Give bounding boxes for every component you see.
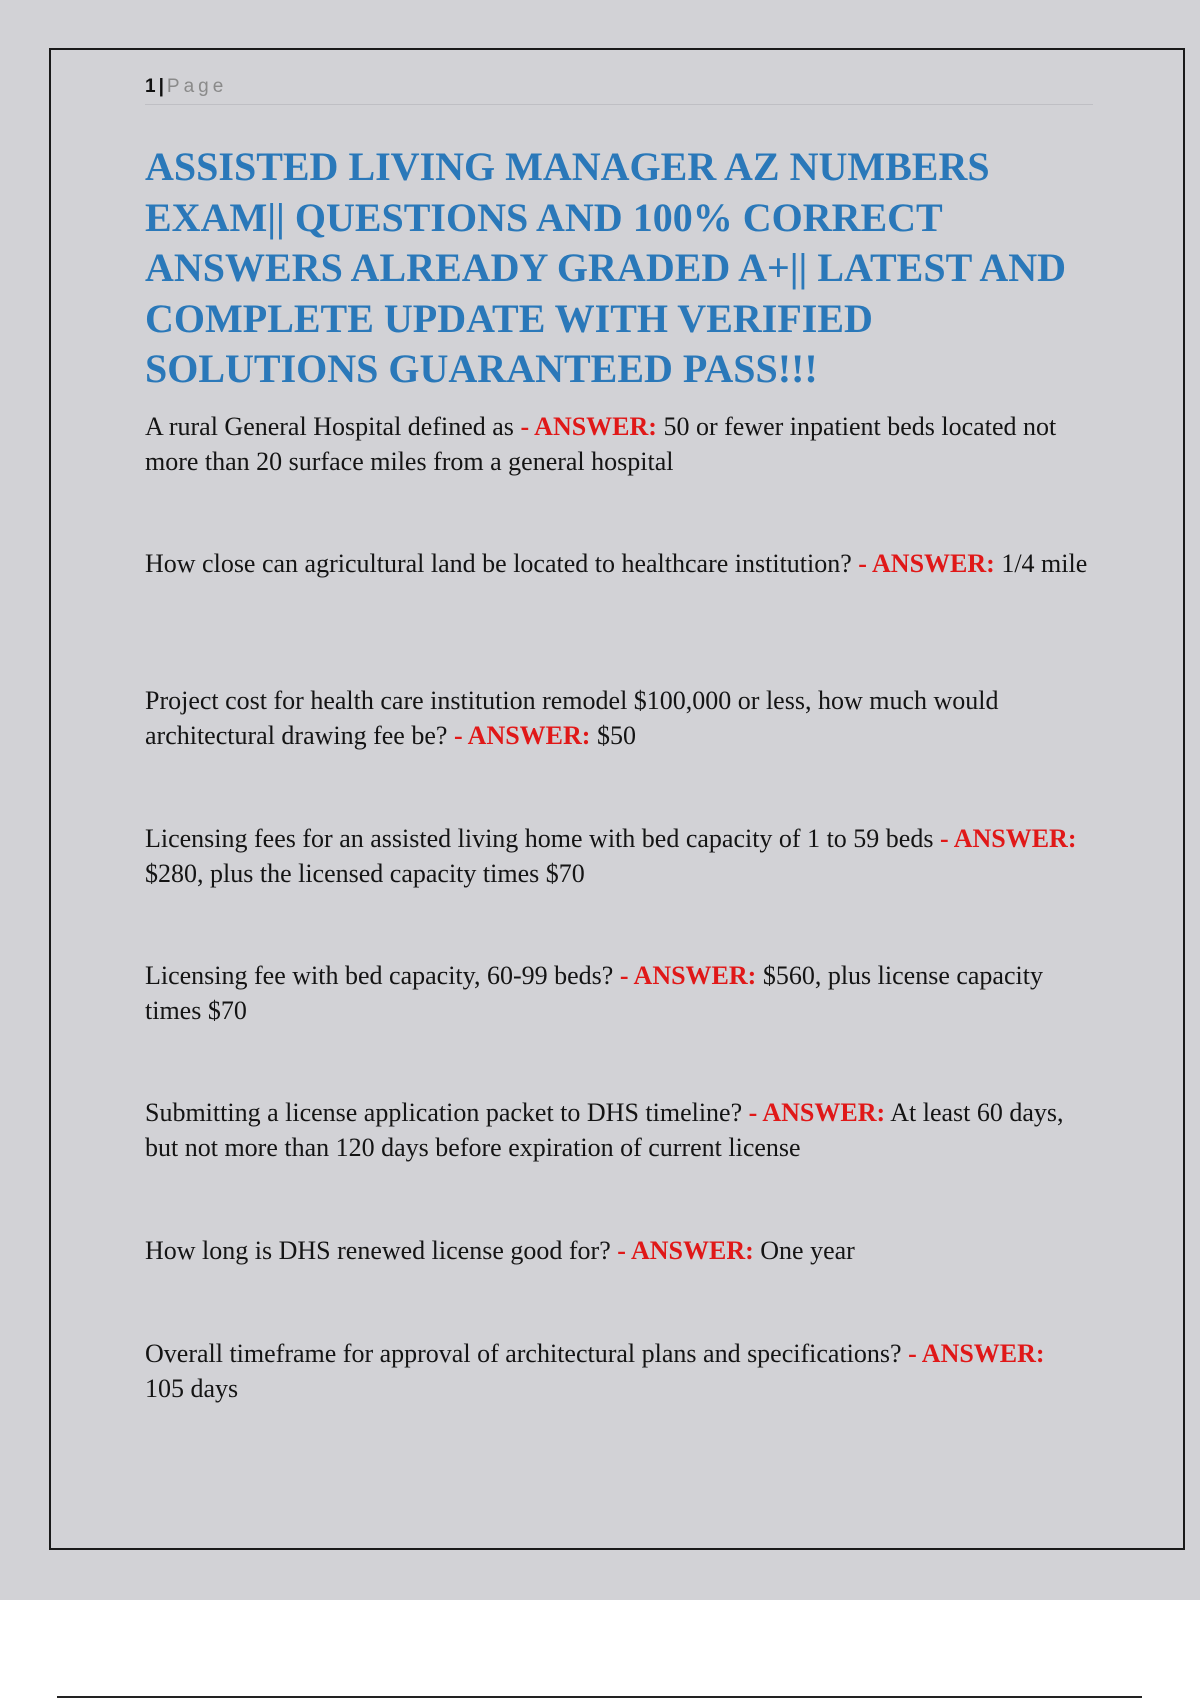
qa-item-5	[145, 959, 1090, 1028]
answer-text: 105 days	[145, 1373, 239, 1403]
answer-marker: - ANSWER:	[617, 1236, 754, 1265]
answer-text: 1/4 mile	[1001, 549, 1088, 578]
question-text: How close can agricultural land be located to healthcare institution?	[145, 549, 852, 578]
qa-item-3	[145, 684, 1090, 753]
answer-text: 50 or fewer inpatient beds located not more than 20 surface miles from a general hospital	[145, 412, 1057, 476]
answer-marker: - ANSWER:	[908, 1339, 1045, 1368]
answer-marker: - ANSWER:	[939, 824, 1077, 853]
answer-marker: - ANSWER:	[619, 961, 757, 990]
qa-item-6	[145, 1096, 1090, 1165]
answer-marker: - ANSWER:	[858, 549, 995, 578]
answer-text: $280, plus the licensed capacity times $70	[145, 858, 585, 888]
qa-item-7	[145, 1234, 1090, 1269]
question-text: Project cost for health care institution remodel $100,000 or less, how much would architectural drawing fee be?	[145, 686, 999, 750]
page-number: 1	[145, 76, 156, 97]
next-page-divider	[57, 1696, 1142, 1698]
answer-text: One year	[760, 1236, 855, 1265]
answer-text: $560, plus license capacity times $70	[145, 961, 1043, 1025]
page-label: Page	[166, 76, 228, 97]
document-title: ASSISTED LIVING MANAGER AZ NUMBERS EXAM|| QUESTIONS AND 100% CORRECT ANSWERS ALREADY GRADED A+|| LATEST AND COMPLETE UPDATE WITH VERIFIED SOLUTIONS GUARANTEED PASS!!!	[145, 144, 1066, 391]
question-text: A rural General Hospital defined as	[145, 412, 514, 441]
page-separator: |	[158, 76, 164, 97]
qa-item-8	[145, 1337, 1090, 1406]
answer-marker: - ANSWER:	[453, 720, 591, 750]
question-text: Licensing fees for an assisted living home with bed capacity of 1 to 59 beds	[145, 824, 934, 853]
answer-marker: - ANSWER:	[520, 412, 657, 441]
qa-item-1	[145, 410, 1090, 479]
question-text: How long is DHS renewed license good for?	[145, 1236, 611, 1265]
question-text: Licensing fee with bed capacity, 60-99 beds?	[145, 961, 614, 990]
page-header	[145, 74, 1093, 105]
answer-text: $50	[596, 720, 636, 750]
qa-item-2	[145, 547, 1090, 582]
answer-marker: - ANSWER:	[748, 1098, 886, 1127]
question-text: Submitting a license application packet to DHS timeline?	[145, 1098, 743, 1127]
qa-item-4	[145, 822, 1090, 891]
question-text: Overall timeframe for approval of architectural plans and specifications?	[145, 1339, 902, 1368]
answer-text: At least 60 days, but not more than 120 days before expiration of current license	[145, 1098, 1064, 1162]
